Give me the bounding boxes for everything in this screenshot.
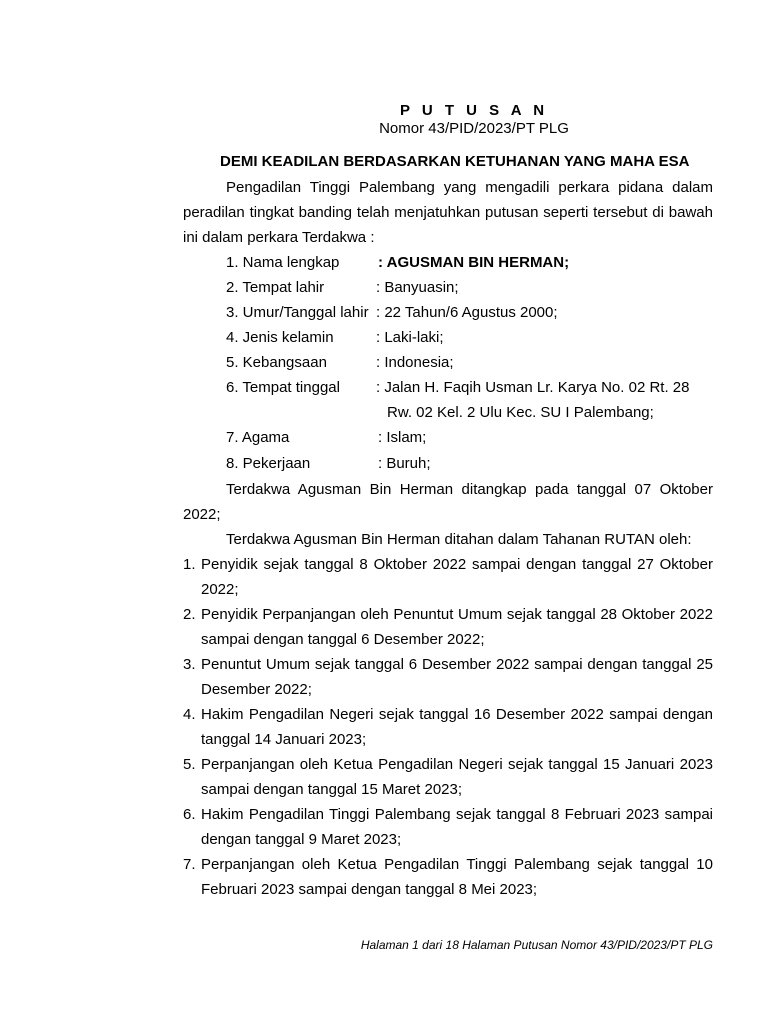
list-number: 4. (183, 706, 196, 723)
arrest-paragraph: Terdakwa Agusman Bin Herman ditangkap pada tanggal 07 Oktober 2022; (183, 481, 713, 523)
list-item (183, 552, 713, 602)
identity-label: 6. Tempat tinggal (226, 379, 340, 396)
intro-paragraph: Pengadilan Tinggi Palembang yang mengadili perkara pidana dalam peradilan tingkat banding telah menjatuhkan putusan seperti tersebut di bawah ini dalam perkara Terdakwa : (183, 179, 713, 246)
identity-value: : Jalan H. Faqih Usman Lr. Karya No. 02 Rt. 28 (376, 379, 690, 396)
detention-list (183, 552, 713, 902)
list-text: Perpanjangan oleh Ketua Pengadilan Negeri sejak tanggal 15 Januari 2023 sampai dengan tanggal 15 Maret 2023; (201, 756, 713, 798)
identity-value: : Banyuasin; (376, 279, 459, 296)
list-number: 5. (183, 756, 196, 773)
identity-label: 3. Umur/Tanggal lahir (226, 304, 369, 321)
list-item (183, 752, 713, 802)
list-number: 1. (183, 556, 196, 573)
list-text: Perpanjangan oleh Ketua Pengadilan Tinggi Palembang sejak tanggal 10 Februari 2023 sampai dengan tanggal 8 Mei 2023; (201, 856, 713, 898)
identity-label: 2. Tempat lahir (226, 279, 325, 296)
identity-value: : Buruh; (378, 455, 431, 472)
identity-label: 4. Jenis kelamin (226, 329, 334, 346)
list-text: Penuntut Umum sejak tanggal 6 Desember 2022 sampai dengan tanggal 25 Desember 2022; (201, 656, 713, 698)
page-footer: Halaman 1 dari 18 Halaman Putusan Nomor 43/PID/2023/PT PLG (360, 938, 713, 952)
identity-label: 5. Kebangsaan (226, 354, 327, 371)
list-item (183, 852, 713, 902)
list-number: 2. (183, 606, 196, 623)
list-number: 7. (183, 856, 196, 873)
list-item (183, 802, 713, 852)
identity-label: 1. Nama lengkap (226, 254, 340, 271)
list-text: Penyidik Perpanjangan oleh Penuntut Umum sejak tanggal 28 Oktober 2022 sampai dengan tanggal 6 Desember 2022; (201, 606, 713, 648)
list-text: Hakim Pengadilan Negeri sejak tanggal 16 Desember 2022 sampai dengan tanggal 14 Januari 2023; (201, 706, 713, 748)
list-number: 6. (183, 806, 196, 823)
detention-intro: Terdakwa Agusman Bin Herman ditahan dalam Tahanan RUTAN oleh: (226, 531, 692, 548)
document-title: P U T U S A N (399, 102, 549, 119)
list-item (183, 652, 713, 702)
list-item (183, 702, 713, 752)
list-text: Hakim Pengadilan Tinggi Palembang sejak tanggal 8 Februari 2023 sampai dengan tanggal 9 Maret 2023; (201, 806, 713, 848)
case-number: Nomor 43/PID/2023/PT PLG (379, 120, 569, 137)
identity-value: : AGUSMAN BIN HERMAN; (378, 254, 570, 271)
identity-value: : Laki-laki; (376, 329, 444, 346)
identity-value-continued: Rw. 02 Kel. 2 Ulu Kec. SU I Palembang; (387, 404, 654, 421)
list-number: 3. (183, 656, 196, 673)
identity-value: : Islam; (378, 429, 427, 446)
identity-value: : 22 Tahun/6 Agustus 2000; (376, 304, 558, 321)
identity-label: 8. Pekerjaan (226, 455, 311, 472)
identity-value: : Indonesia; (376, 354, 454, 371)
list-item (183, 602, 713, 652)
list-text: Penyidik sejak tanggal 8 Oktober 2022 sampai dengan tanggal 27 Oktober 2022; (201, 556, 713, 598)
document-heading: DEMI KEADILAN BERDASARKAN KETUHANAN YANG MAHA ESA (220, 153, 690, 170)
identity-label: 7. Agama (226, 429, 290, 446)
